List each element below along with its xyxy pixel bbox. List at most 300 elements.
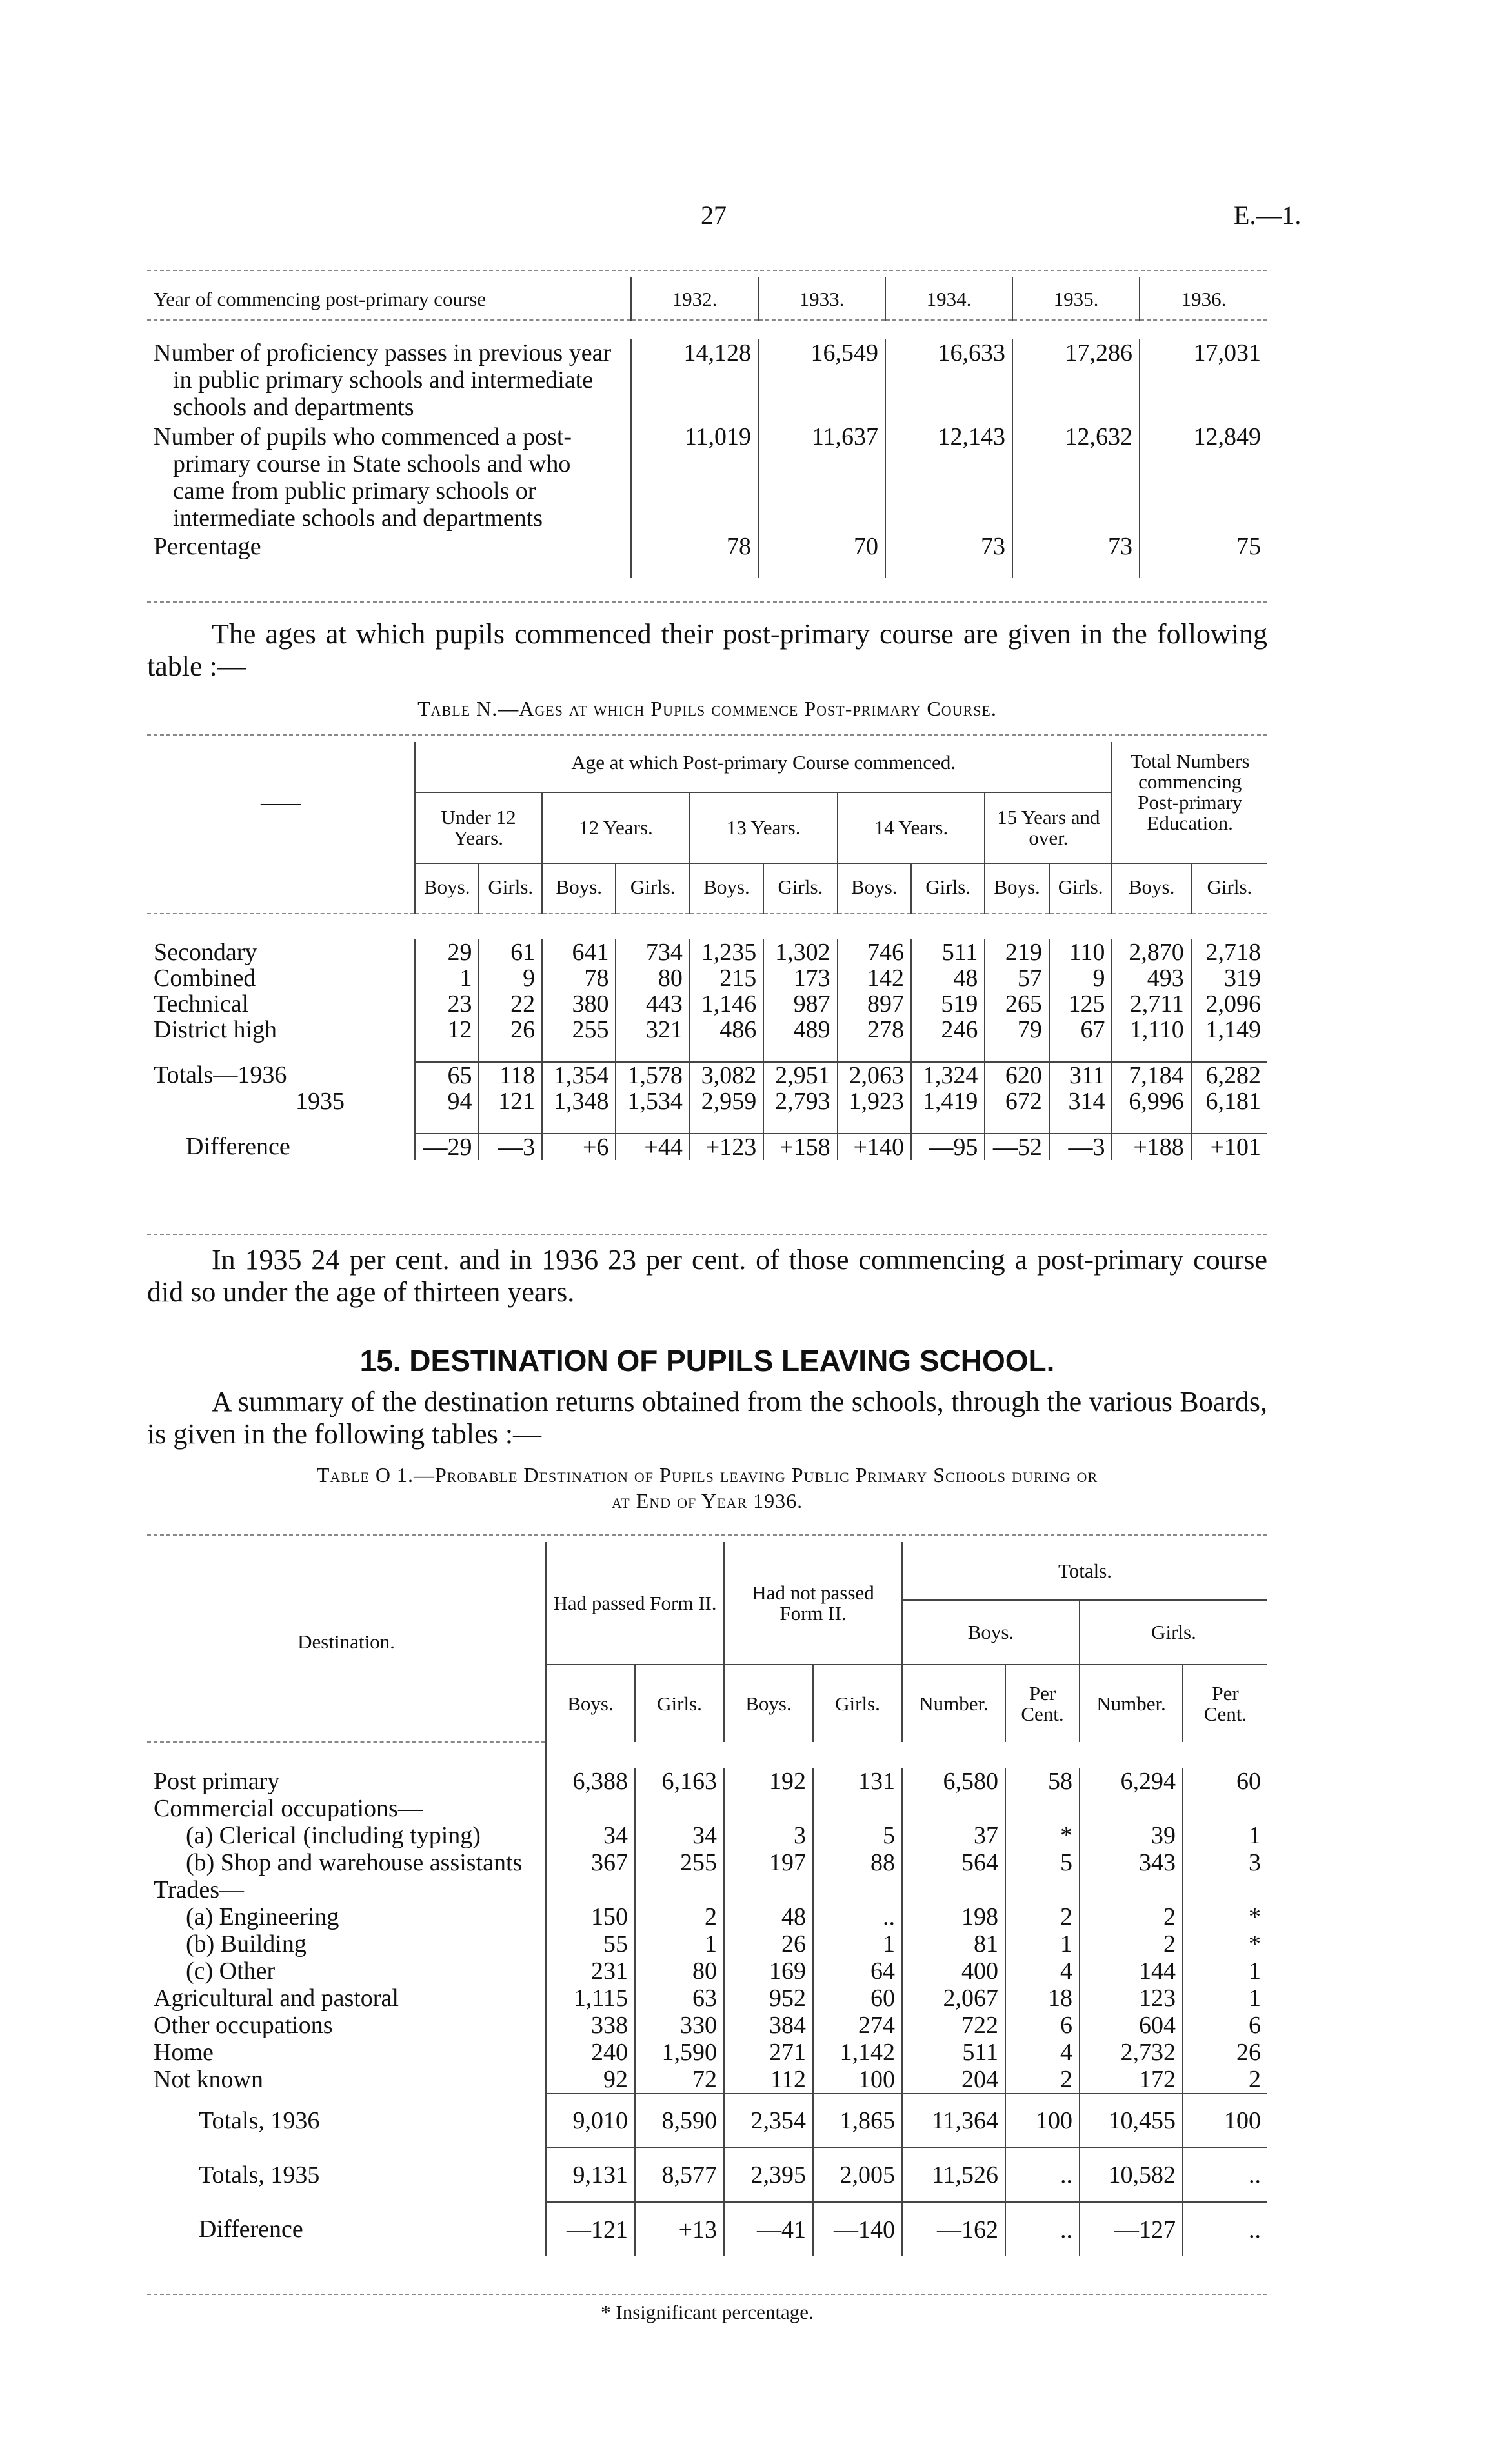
cell: * — [1183, 1903, 1267, 1930]
cell — [1183, 1876, 1267, 1903]
sub-girls: Girls. — [1049, 863, 1112, 914]
sub-girls: Girls. — [763, 863, 837, 914]
row-label: Post primary — [154, 1768, 280, 1795]
age-14: 14 Years. — [838, 792, 985, 863]
cell — [546, 1795, 635, 1822]
cell: 131 — [813, 1768, 902, 1795]
cell: 204 — [902, 2066, 1005, 2094]
cell: 2,395 — [724, 2148, 813, 2202]
cell: 64 — [813, 1958, 902, 1985]
table-o-bottom-rule — [147, 2294, 1267, 2295]
cell: 79 — [985, 1017, 1049, 1043]
col-not-passed: Had not passed Form II. — [724, 1542, 902, 1665]
cell: +13 — [635, 2202, 724, 2256]
cell: 192 — [724, 1768, 813, 1795]
paragraph-summary: A summary of the destination returns obtained from the schools, through the various Boards, is given in the following tables :— — [147, 1386, 1267, 1450]
cell: 1,865 — [813, 2094, 902, 2148]
cell — [724, 1795, 813, 1822]
cell: 72 — [635, 2066, 724, 2094]
cell: 73 — [885, 533, 1012, 578]
cell: 11,364 — [902, 2094, 1005, 2148]
cell: 1,923 — [838, 1088, 911, 1114]
cell: —140 — [813, 2202, 902, 2256]
cell: 12,143 — [885, 423, 1012, 533]
sub-girls: Girls. — [479, 863, 542, 914]
sub-boys: Boys. — [1112, 863, 1191, 914]
table-row — [147, 939, 1267, 965]
cell: 26 — [724, 1930, 813, 1958]
section-heading — [147, 1343, 1267, 1378]
cell: 1,115 — [546, 1985, 635, 2012]
cell: 6 — [1005, 2012, 1080, 2039]
cell: 1,302 — [763, 939, 837, 965]
cell: 9,131 — [546, 2148, 635, 2202]
cell: 4 — [1005, 1958, 1080, 1985]
cell: +140 — [838, 1134, 911, 1160]
table-row — [147, 1795, 1267, 1822]
cell: 330 — [635, 2012, 724, 2039]
cell — [1080, 1876, 1183, 1903]
cell: 144 — [1080, 1958, 1183, 1985]
table-row — [147, 1062, 1267, 1088]
table-row — [147, 1903, 1267, 1930]
cell: 1 — [1005, 1930, 1080, 1958]
cell: 6,580 — [902, 1768, 1005, 1795]
table-row — [147, 1017, 1267, 1043]
paragraph-ages-intro: The ages at which pupils commenced their post-primary course are given in the following table :— — [147, 618, 1267, 682]
sub-girls: Girls. — [813, 1665, 902, 1742]
cell: 6,294 — [1080, 1768, 1183, 1795]
cell: +188 — [1112, 1134, 1191, 1160]
col-girls-group: Girls. — [1080, 1600, 1267, 1665]
table-row — [147, 1134, 1267, 1160]
year-1935: 1935. — [1012, 277, 1140, 320]
sub-per-cent: Per Cent. — [1183, 1665, 1267, 1742]
col-boys-group: Boys. — [902, 1600, 1080, 1665]
sub-boys: Boys. — [724, 1665, 813, 1742]
cell: 58 — [1005, 1768, 1080, 1795]
sub-boys: Boys. — [838, 863, 911, 914]
cell: 150 — [546, 1903, 635, 1930]
cell: 5 — [1005, 1849, 1080, 1876]
cell: 17,286 — [1012, 339, 1140, 423]
cell: 489 — [763, 1017, 837, 1043]
cell: 10,455 — [1080, 2094, 1183, 2148]
cell: —127 — [1080, 2202, 1183, 2256]
cell: 48 — [911, 965, 985, 991]
cell: 123 — [1080, 1985, 1183, 2012]
cell: 1 — [813, 1930, 902, 1958]
table-row — [147, 2039, 1267, 2066]
cell: 2,870 — [1112, 939, 1191, 965]
cell: 16,633 — [885, 339, 1012, 423]
cell: 169 — [724, 1958, 813, 1985]
cell — [724, 1876, 813, 1903]
sub-boys: Boys. — [985, 863, 1049, 914]
cell: 1,235 — [690, 939, 763, 965]
row-label: Percentage — [154, 533, 261, 560]
cell: 9,010 — [546, 2094, 635, 2148]
cell: 734 — [616, 939, 689, 965]
proficiency-table — [147, 277, 1267, 578]
table1-header-label: Year of commencing post-primary course — [154, 288, 487, 310]
sub-girls: Girls. — [616, 863, 689, 914]
report-code: E.—1. — [1234, 201, 1302, 230]
cell: 746 — [838, 939, 911, 965]
table-o-caption-line2: at End of Year 1936. — [611, 1489, 803, 1512]
cell: 2,005 — [813, 2148, 902, 2202]
cell — [902, 1795, 1005, 1822]
sub-boys: Boys. — [415, 863, 479, 914]
row-label: Totals, 1935 — [199, 2161, 320, 2189]
row-label: (a) Engineering — [186, 1903, 339, 1930]
cell: 1 — [1183, 1958, 1267, 1985]
col-passed: Had passed Form II. — [546, 1542, 724, 1665]
row-label: 1935 — [296, 1088, 345, 1115]
cell: 511 — [911, 939, 985, 965]
cell — [1183, 1795, 1267, 1822]
cell: 39 — [1080, 1822, 1183, 1849]
table-row — [147, 2012, 1267, 2039]
cell: 1,419 — [911, 1088, 985, 1114]
row-label: Difference — [186, 1133, 290, 1160]
destination-table — [147, 1542, 1267, 2256]
cell: 26 — [1183, 2039, 1267, 2066]
cell: —3 — [1049, 1134, 1112, 1160]
totals-row — [147, 2148, 1267, 2202]
row-label: (c) Other — [186, 1958, 276, 1985]
table-row — [147, 965, 1267, 991]
cell: 34 — [635, 1822, 724, 1849]
cell: 1 — [1183, 1985, 1267, 2012]
cell: 3 — [724, 1822, 813, 1849]
cell — [546, 1876, 635, 1903]
cell: 78 — [631, 533, 758, 578]
cell: 215 — [690, 965, 763, 991]
cell: 12,849 — [1140, 423, 1267, 533]
cell: 722 — [902, 2012, 1005, 2039]
cell: 6,282 — [1191, 1062, 1267, 1088]
cell: 9 — [1049, 965, 1112, 991]
cell: 100 — [1183, 2094, 1267, 2148]
cell: 118 — [479, 1062, 542, 1088]
cell: 70 — [758, 533, 885, 578]
table-o-caption-line1: Table O 1.—Probable Destination of Pupils leaving Public Primary Schools during or — [316, 1463, 1098, 1487]
cell: 6 — [1183, 2012, 1267, 2039]
age-13: 13 Years. — [690, 792, 838, 863]
cell: 2,711 — [1112, 991, 1191, 1017]
cell: 75 — [1140, 533, 1267, 578]
cell: 2,959 — [690, 1088, 763, 1114]
cell: 219 — [985, 939, 1049, 965]
cell: 6,996 — [1112, 1088, 1191, 1114]
sub-number: Number. — [1080, 1665, 1183, 1742]
cell: 73 — [1012, 533, 1140, 578]
cell: 1 — [415, 965, 479, 991]
age-15-over: 15 Years and over. — [985, 792, 1112, 863]
cell: 65 — [415, 1062, 479, 1088]
section-number: 15. — [359, 1344, 401, 1377]
cell: 94 — [415, 1088, 479, 1114]
cell: 278 — [838, 1017, 911, 1043]
cell: 511 — [902, 2039, 1005, 2066]
cell: 1,149 — [1191, 1017, 1267, 1043]
cell: 493 — [1112, 965, 1191, 991]
cell: —162 — [902, 2202, 1005, 2256]
cell: 55 — [546, 1930, 635, 1958]
cell: 1,146 — [690, 991, 763, 1017]
cell: 1,534 — [616, 1088, 689, 1114]
year-1936: 1936. — [1140, 277, 1267, 320]
row-label: Commercial occupations— — [154, 1795, 423, 1822]
cell: 987 — [763, 991, 837, 1017]
table-row — [147, 991, 1267, 1017]
cell: +158 — [763, 1134, 837, 1160]
cell: * — [1005, 1822, 1080, 1849]
cell: 255 — [542, 1017, 616, 1043]
cell: 2,354 — [724, 2094, 813, 2148]
row-label: Other occupations — [154, 2012, 333, 2039]
totals-row — [147, 2094, 1267, 2148]
cell: 61 — [479, 939, 542, 965]
cell: 57 — [985, 965, 1049, 991]
cell: 2,951 — [763, 1062, 837, 1088]
cell: 80 — [635, 1958, 724, 1985]
cell: 2 — [635, 1903, 724, 1930]
cell: —41 — [724, 2202, 813, 2256]
cell: 100 — [1005, 2094, 1080, 2148]
sub-per-cent: Per Cent. — [1005, 1665, 1080, 1742]
cell: 1,348 — [542, 1088, 616, 1114]
row-label: Totals, 1936 — [199, 2107, 320, 2134]
cell: 9 — [479, 965, 542, 991]
cell: 12 — [415, 1017, 479, 1043]
cell: 1,142 — [813, 2039, 902, 2066]
cell: 26 — [479, 1017, 542, 1043]
cell: 92 — [546, 2066, 635, 2094]
table-row — [147, 1876, 1267, 1903]
sub-boys: Boys. — [546, 1665, 635, 1742]
cell: 5 — [813, 1822, 902, 1849]
cell: 1 — [635, 1930, 724, 1958]
cell: 641 — [542, 939, 616, 965]
cell: 112 — [724, 2066, 813, 2094]
cell: —52 — [985, 1134, 1049, 1160]
cell — [1080, 1795, 1183, 1822]
cell: 2,067 — [902, 1985, 1005, 2012]
cell: 319 — [1191, 965, 1267, 991]
table-n-top-rule — [147, 734, 1267, 736]
cell: 255 — [635, 1849, 724, 1876]
cell: 367 — [546, 1849, 635, 1876]
cell: 6,163 — [635, 1768, 724, 1795]
row-label: Secondary — [154, 939, 257, 966]
row-label: (a) Clerical (including typing) — [186, 1822, 481, 1849]
cell: 2 — [1005, 2066, 1080, 2094]
cell: 1 — [1183, 1822, 1267, 1849]
cell: 1,578 — [616, 1062, 689, 1088]
cell: 81 — [902, 1930, 1005, 1958]
cell: 486 — [690, 1017, 763, 1043]
table-n-caption: Table N.—Ages at which Pupils commence Post-primary Course. — [417, 697, 997, 720]
cell: 2,732 — [1080, 2039, 1183, 2066]
cell — [1005, 1876, 1080, 1903]
cell: 121 — [479, 1088, 542, 1114]
cell: 343 — [1080, 1849, 1183, 1876]
row-label: Difference — [199, 2216, 303, 2243]
row-label: (b) Building — [186, 1930, 307, 1958]
table-row — [147, 533, 1267, 578]
cell: 142 — [838, 965, 911, 991]
cell: 14,128 — [631, 339, 758, 423]
cell: 100 — [813, 2066, 902, 2094]
cell: 7,184 — [1112, 1062, 1191, 1088]
cell: 11,526 — [902, 2148, 1005, 2202]
cell: —95 — [911, 1134, 985, 1160]
cell: 10,582 — [1080, 2148, 1183, 2202]
table1-top-rule — [147, 270, 1267, 271]
row-label: (b) Shop and warehouse assistants — [186, 1849, 523, 1876]
cell: .. — [1183, 2148, 1267, 2202]
row-label: District high — [154, 1016, 277, 1043]
table-row — [147, 1985, 1267, 2012]
table-row — [147, 2066, 1267, 2094]
table1-bottom-rule — [147, 601, 1267, 603]
cell: 29 — [415, 939, 479, 965]
cell: +101 — [1191, 1134, 1267, 1160]
cell: 1,354 — [542, 1062, 616, 1088]
table-row — [147, 1768, 1267, 1795]
cell: 80 — [616, 965, 689, 991]
cell: 125 — [1049, 991, 1112, 1017]
row-label: Combined — [154, 965, 256, 992]
tableN-total-header: Total Numbers commencing Post-primary Education. — [1112, 742, 1267, 863]
cell: 672 — [985, 1088, 1049, 1114]
cell: 271 — [724, 2039, 813, 2066]
cell: 6,181 — [1191, 1088, 1267, 1114]
cell — [902, 1876, 1005, 1903]
cell: .. — [813, 1903, 902, 1930]
row-label: Agricultural and pastoral — [154, 1985, 399, 2012]
sub-boys: Boys. — [690, 863, 763, 914]
cell: 60 — [813, 1985, 902, 2012]
table-o-top-rule — [147, 1534, 1267, 1536]
cell: 519 — [911, 991, 985, 1017]
cell: 2,063 — [838, 1062, 911, 1088]
cell: +123 — [690, 1134, 763, 1160]
cell: 321 — [616, 1017, 689, 1043]
cell: 17,031 — [1140, 339, 1267, 423]
cell: 34 — [546, 1822, 635, 1849]
cell: 952 — [724, 1985, 813, 2012]
cell: .. — [1005, 2148, 1080, 2202]
tableN-group-header: Age at which Post-primary Course commenced. — [415, 742, 1112, 792]
row-label: Number of pupils who commenced a post-primary course in State schools and who came from public primary schools or intermediate schools and departments — [154, 423, 572, 532]
ages-table — [147, 742, 1267, 1160]
cell: 67 — [1049, 1017, 1112, 1043]
cell: 2 — [1005, 1903, 1080, 1930]
table-row — [147, 1958, 1267, 1985]
cell: 22 — [479, 991, 542, 1017]
paragraph-percentages: In 1935 24 per cent. and in 1936 23 per cent. of those commencing a post-primary course did so under the age of thirteen years. — [147, 1244, 1267, 1308]
cell: 231 — [546, 1958, 635, 1985]
page-number: 27 — [701, 201, 727, 230]
cell: 37 — [902, 1822, 1005, 1849]
cell: 198 — [902, 1903, 1005, 1930]
cell: 2,096 — [1191, 991, 1267, 1017]
cell: 18 — [1005, 1985, 1080, 2012]
sub-girls: Girls. — [911, 863, 985, 914]
cell: 1,590 — [635, 2039, 724, 2066]
row-label: Trades— — [154, 1876, 245, 1903]
cell: 311 — [1049, 1062, 1112, 1088]
cell: 897 — [838, 991, 911, 1017]
table-row — [147, 1088, 1267, 1114]
cell: 246 — [911, 1017, 985, 1043]
cell: —121 — [546, 2202, 635, 2256]
year-1933: 1933. — [758, 277, 885, 320]
footnote: * Insignificant percentage. — [601, 2301, 814, 2323]
cell: 380 — [542, 991, 616, 1017]
cell: 60 — [1183, 1768, 1267, 1795]
cell: 110 — [1049, 939, 1112, 965]
age-under-12: Under 12 Years. — [415, 792, 542, 863]
sub-boys: Boys. — [542, 863, 616, 914]
row-label: Number of proficiency passes in previous year in public primary schools and intermediate schools and departments — [154, 339, 612, 421]
cell: 173 — [763, 965, 837, 991]
age-12: 12 Years. — [542, 792, 690, 863]
row-label: Totals—1936 — [154, 1061, 287, 1088]
cell: 11,019 — [631, 423, 758, 533]
cell: 2 — [1080, 1930, 1183, 1958]
cell: 384 — [724, 2012, 813, 2039]
table-row — [147, 339, 1267, 423]
cell: 12,632 — [1012, 423, 1140, 533]
row-label: Not known — [154, 2066, 263, 2093]
cell: 604 — [1080, 2012, 1183, 2039]
cell: 88 — [813, 1849, 902, 1876]
table-n-bottom-rule — [147, 1234, 1267, 1235]
cell: 3 — [1183, 1849, 1267, 1876]
section-title: DESTINATION OF PUPILS LEAVING SCHOOL. — [409, 1344, 1055, 1377]
cell: —29 — [415, 1134, 479, 1160]
cell: 8,577 — [635, 2148, 724, 2202]
table-row — [147, 1930, 1267, 1958]
cell: 400 — [902, 1958, 1005, 1985]
sub-girls: Girls. — [635, 1665, 724, 1742]
cell — [635, 1876, 724, 1903]
cell: 1,324 — [911, 1062, 985, 1088]
cell: 6,388 — [546, 1768, 635, 1795]
totals-row — [147, 2202, 1267, 2256]
cell: 314 — [1049, 1088, 1112, 1114]
cell: 197 — [724, 1849, 813, 1876]
cell: +6 — [542, 1134, 616, 1160]
cell: —3 — [479, 1134, 542, 1160]
cell: 3,082 — [690, 1062, 763, 1088]
cell: 564 — [902, 1849, 1005, 1876]
cell: +44 — [616, 1134, 689, 1160]
cell: 265 — [985, 991, 1049, 1017]
cell: 11,637 — [758, 423, 885, 533]
cell: 78 — [542, 965, 616, 991]
cell: 2 — [1080, 1903, 1183, 1930]
col-destination: Destination. — [297, 1630, 395, 1653]
cell — [1005, 1795, 1080, 1822]
col-totals: Totals. — [902, 1542, 1267, 1600]
cell: 443 — [616, 991, 689, 1017]
sub-girls: Girls. — [1191, 863, 1267, 914]
